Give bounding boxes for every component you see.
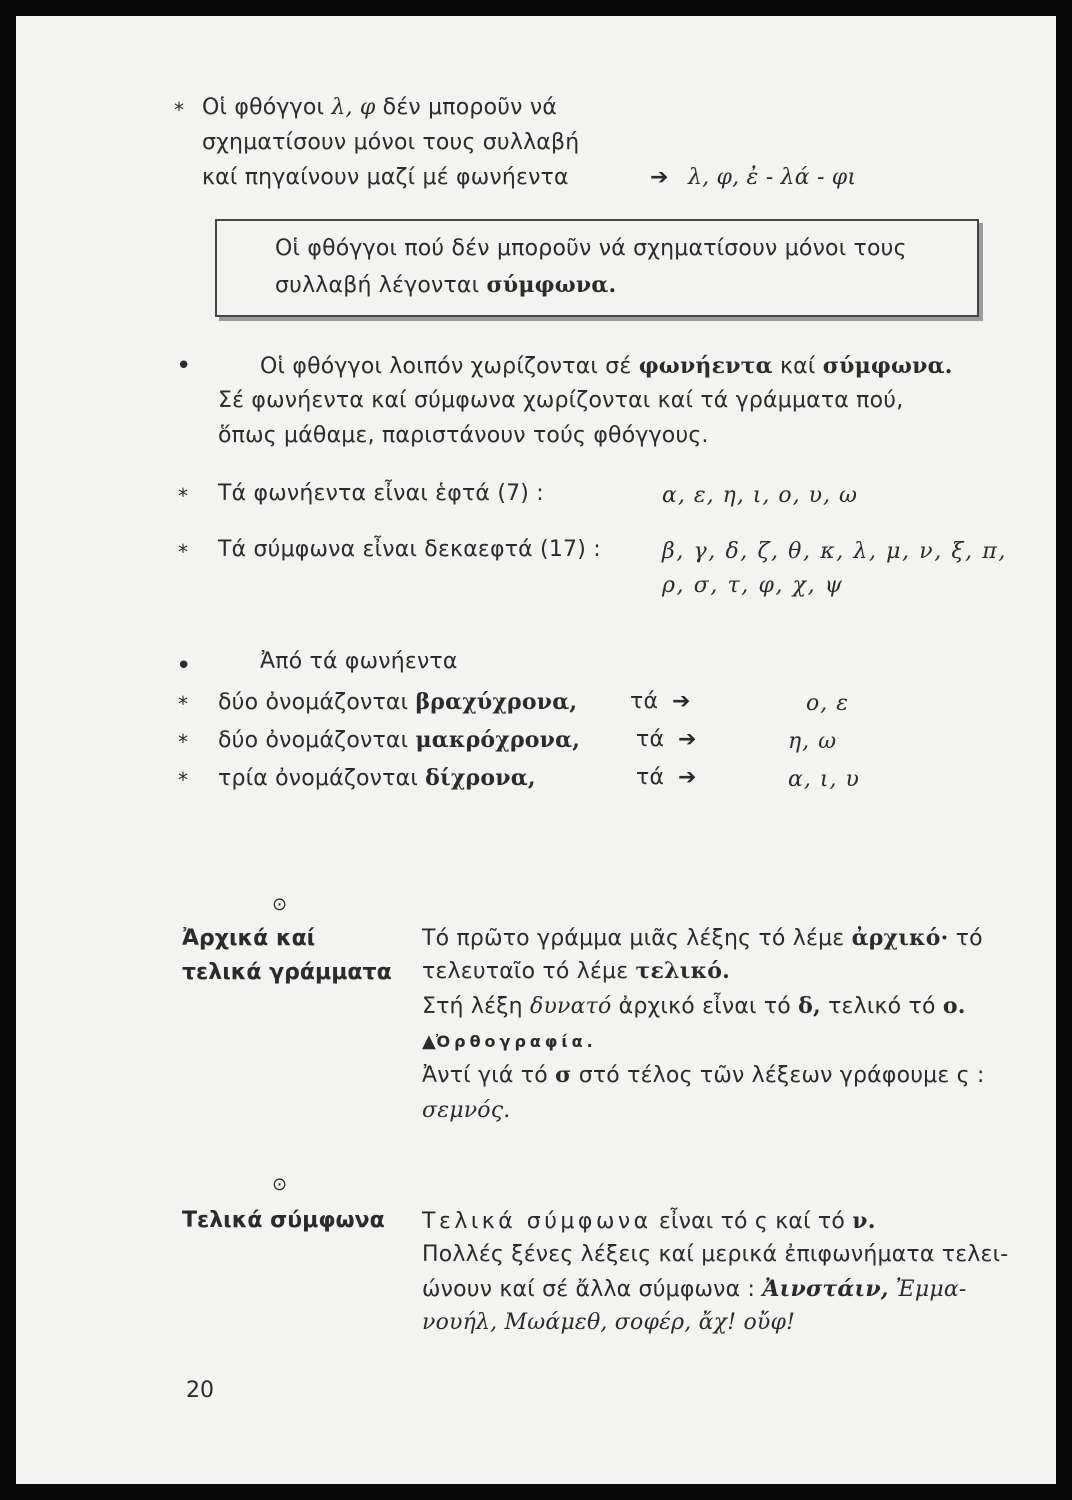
section1-example: λ, φ, ἐ - λά - φι [688,165,857,190]
definition-box [215,219,979,317]
section-mark-icon: ⊙ [272,894,288,915]
initial-final-p5: σεμνός. [422,1098,511,1123]
vowel-type-row: τρία ὀνομάζονται δίχρονα, [218,765,536,791]
vowels-label: Τά φωνήεντα εἶναι ἑφτά (7) : [218,481,544,506]
vowel-type-ta: τά [636,765,665,790]
initial-final-p3: Στή λέξη δυνατό ἀρχικό εἶναι τό δ, τελικό τό ο. [422,993,966,1019]
section2-line2: Σέ φωνήεντα καί σύμφωνα χωρίζονται καί τά γράμματα πού, [218,388,904,413]
definition-line2: συλλαβή λέγονται σύμφωνα. [275,272,617,298]
vowel-type-letters: α, ι, υ [788,767,860,792]
initial-final-p1: Τό πρῶτο γράμμα μιᾶς λέξης τό λέμε ἀρχικό· τό [422,925,983,951]
initial-final-p4: Ἀντί γιά τό σ στό τέλος τῶν λέξεων γράφουμε ς : [422,1062,985,1088]
consonants-letters-line2: ρ, σ, τ, φ, χ, ψ [662,573,844,598]
arrow-icon: ➔ [678,727,697,752]
section1-line3: καί πηγαίνουν μαζί μέ φωνήεντα [202,165,569,190]
definition-line1: Οἱ φθόγγοι πού δέν μποροῦν νά σχηματίσουν μόνοι τους [275,236,907,261]
orthography-heading: ▲Ὀρθογραφία. [422,1031,597,1052]
bullet-asterisk: * [178,540,188,564]
bullet-asterisk: * [174,98,184,122]
vowel-type-row: δύο ὀνομάζονται μακρόχρονα, [218,727,581,753]
arrow-icon: ➔ [650,165,669,190]
vowel-type-ta: τά [630,689,659,714]
vowel-type-ta: τά [636,727,665,752]
initial-final-p2: τελευταῖο τό λέμε τελικό. [422,958,730,984]
consonants-letters-line1: β, γ, δ, ζ, θ, κ, λ, μ, ν, ξ, π, [662,539,1007,564]
arrow-icon: ➔ [678,765,697,790]
side-heading-initial-final-line1: Ἀρχικά καί [182,926,316,951]
consonants-label: Τά σύμφωνα εἶναι δεκαεφτά (17) : [218,537,601,562]
final-consonants-line2: Πολλές ξένες λέξεις καί μερικά ἐπιφωνήματα τελει- [422,1242,1009,1267]
section2-line1: Οἱ φθόγγοι λοιπόν χωρίζονται σέ φωνήεντα καί σύμφωνα. [260,353,953,379]
bullet-asterisk: * [178,730,188,754]
side-heading-initial-final-line2: τελικά γράμματα [182,960,392,985]
final-consonants-line3: ώνουν καί σέ ἄλλα σύμφωνα : Ἀινστάιν, Ἐμμα- [422,1276,967,1302]
vowel-types-intro: Ἀπό τά φωνήεντα [260,649,458,674]
vowel-type-row: δύο ὀνομάζονται βραχύχρονα, [218,689,578,715]
triangle-icon: ▲ [422,1031,436,1052]
textbook-page [16,16,1056,1484]
section2-line3: ὅπως μάθαμε, παριστάνουν τούς φθόγγους. [218,423,709,448]
side-heading-final-consonants: Τελικά σύμφωνα [182,1208,385,1233]
page-number: 20 [186,1378,214,1403]
vowel-type-letters: η, ω [788,729,838,754]
bullet-dot: • [176,651,192,681]
vowels-letters: α, ε, η, ι, ο, υ, ω [662,483,858,508]
final-consonants-line1: Τελικά σύμφωνα εἶναι τό ς καί τό ν. [422,1208,876,1234]
section1-line2: σχηματίσουν μόνοι τους συλλαβή [202,130,580,155]
bullet-asterisk: * [178,484,188,508]
arrow-icon: ➔ [672,689,691,714]
bullet-dot: • [176,351,192,381]
bullet-asterisk: * [178,692,188,716]
final-consonants-line4: νουήλ, Μωάμεθ, σοφέρ, ἄχ! οὔφ! [422,1310,796,1335]
section1-line1: Οἱ φθόγγοι λ, φ δέν μποροῦν νά [202,95,558,120]
vowel-type-letters: ο, ε [806,691,850,716]
bullet-asterisk: * [178,768,188,792]
section-mark-icon: ⊙ [272,1174,288,1195]
